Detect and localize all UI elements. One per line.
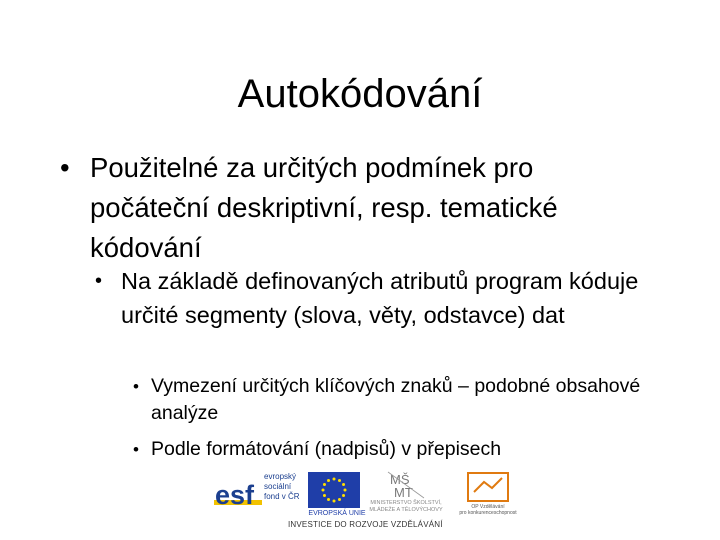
msmt-logo bbox=[366, 470, 446, 516]
bullet-text: Vymezení určitých klíčových znaků – podobné obsahové analýze bbox=[151, 375, 641, 424]
msmt-mark-icon bbox=[366, 470, 446, 500]
eu-star-icon bbox=[342, 494, 345, 497]
investment-caption: INVESTICE DO ROZVOJE VZDĚLÁVÁNÍ bbox=[288, 520, 443, 529]
eu-star-icon bbox=[333, 478, 336, 481]
msmt-caption: MINISTERSTVO ŠKOLSTVÍ, MLÁDEŽE A TĚLOVÝCHOVY bbox=[369, 500, 443, 513]
funding-logos bbox=[212, 470, 522, 530]
eu-star-icon bbox=[344, 489, 347, 492]
op-mark-icon bbox=[458, 470, 518, 504]
svg-text:esf: esf bbox=[215, 480, 255, 510]
eu-star-icon bbox=[342, 483, 345, 486]
bullet-dot: • bbox=[133, 440, 139, 459]
bullet-dot: • bbox=[60, 152, 70, 183]
svg-text:MT: MT bbox=[394, 485, 413, 500]
eu-star-icon bbox=[323, 483, 326, 486]
svg-text:MŠ: MŠ bbox=[390, 472, 410, 487]
esf-mark-icon bbox=[214, 474, 262, 514]
bullet-level3-item bbox=[133, 373, 673, 427]
eu-star-icon bbox=[333, 500, 336, 503]
eu-star-icon bbox=[322, 489, 325, 492]
bullet-level1 bbox=[60, 148, 660, 268]
slide-title: Autokódování bbox=[237, 72, 483, 116]
bullet-text: Použitelné za určitých podmínek pro počáteční deskriptivní, resp. tematické kódování bbox=[90, 152, 558, 263]
eu-flag-icon bbox=[308, 472, 360, 508]
eu-caption: EVROPSKÁ UNIE bbox=[308, 510, 366, 517]
bullet-text: Na základě definovaných atributů program kóduje určité segmenty (slova, věty, odstavce) dat bbox=[121, 268, 639, 328]
eu-star-icon bbox=[327, 498, 330, 501]
bullet-level3-item bbox=[133, 436, 673, 463]
esf-text: evropský sociální fond v ČR bbox=[264, 472, 300, 501]
op-logo bbox=[458, 470, 518, 516]
eu-star-icon bbox=[338, 498, 341, 501]
bullet-dot: • bbox=[133, 377, 139, 396]
eu-star-icon bbox=[327, 479, 330, 482]
esf-logo bbox=[212, 470, 304, 516]
bullet-dot: • bbox=[95, 270, 103, 292]
bullet-level2 bbox=[95, 264, 665, 332]
eu-star-icon bbox=[338, 479, 341, 482]
bullet-text: Podle formátování (nadpisů) v přepisech bbox=[151, 438, 502, 460]
op-caption: OP Vzdělávání pro konkurenceschopnost bbox=[459, 504, 517, 516]
eu-star-icon bbox=[323, 494, 326, 497]
